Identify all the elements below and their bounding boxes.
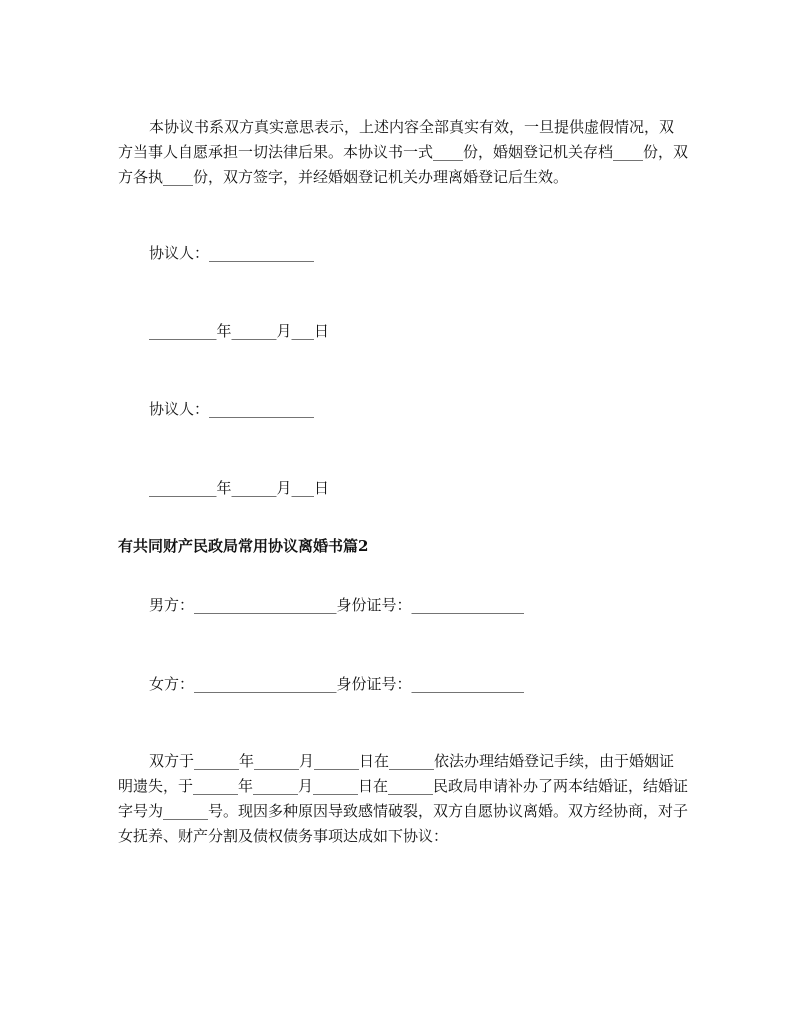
date-line-1: _________年______月___日: [149, 322, 330, 340]
signer-line-1: 协议人：______________: [149, 244, 315, 262]
marriage-registration-paragraph: 双方于______年______月______日在______依法办理结婚登记手续，由于婚姻证明遗失，于______年______月______日在______民政局申请补办了两本结婚证，结婚证字号为______号。现因多种原因导致感情破裂，双方自愿协议离婚。双方经协商，对子女抚养、财产分割及债权债务事项达成如下协议：: [118, 752, 689, 845]
signer-line-2: 协议人：______________: [149, 400, 315, 418]
agreement-validity-paragraph: 本协议书系双方真实意思表示，上述内容全部真实有效，一旦提供虚假情况，双方当事人自愿承担一切法律后果。本协议书一式____份，婚姻登记机关存档____份，双方各执____份，双方签字，并经婚姻登记机关办理离婚登记后生效。: [118, 118, 689, 186]
female-party-line: 女方：___________________身份证号：_______________: [149, 675, 525, 693]
section-heading: 有共同财产民政局常用协议离婚书篇2: [118, 537, 369, 555]
male-party-line: 男方：___________________身份证号：_______________: [149, 596, 525, 614]
date-line-2: _________年______月___日: [149, 479, 330, 497]
